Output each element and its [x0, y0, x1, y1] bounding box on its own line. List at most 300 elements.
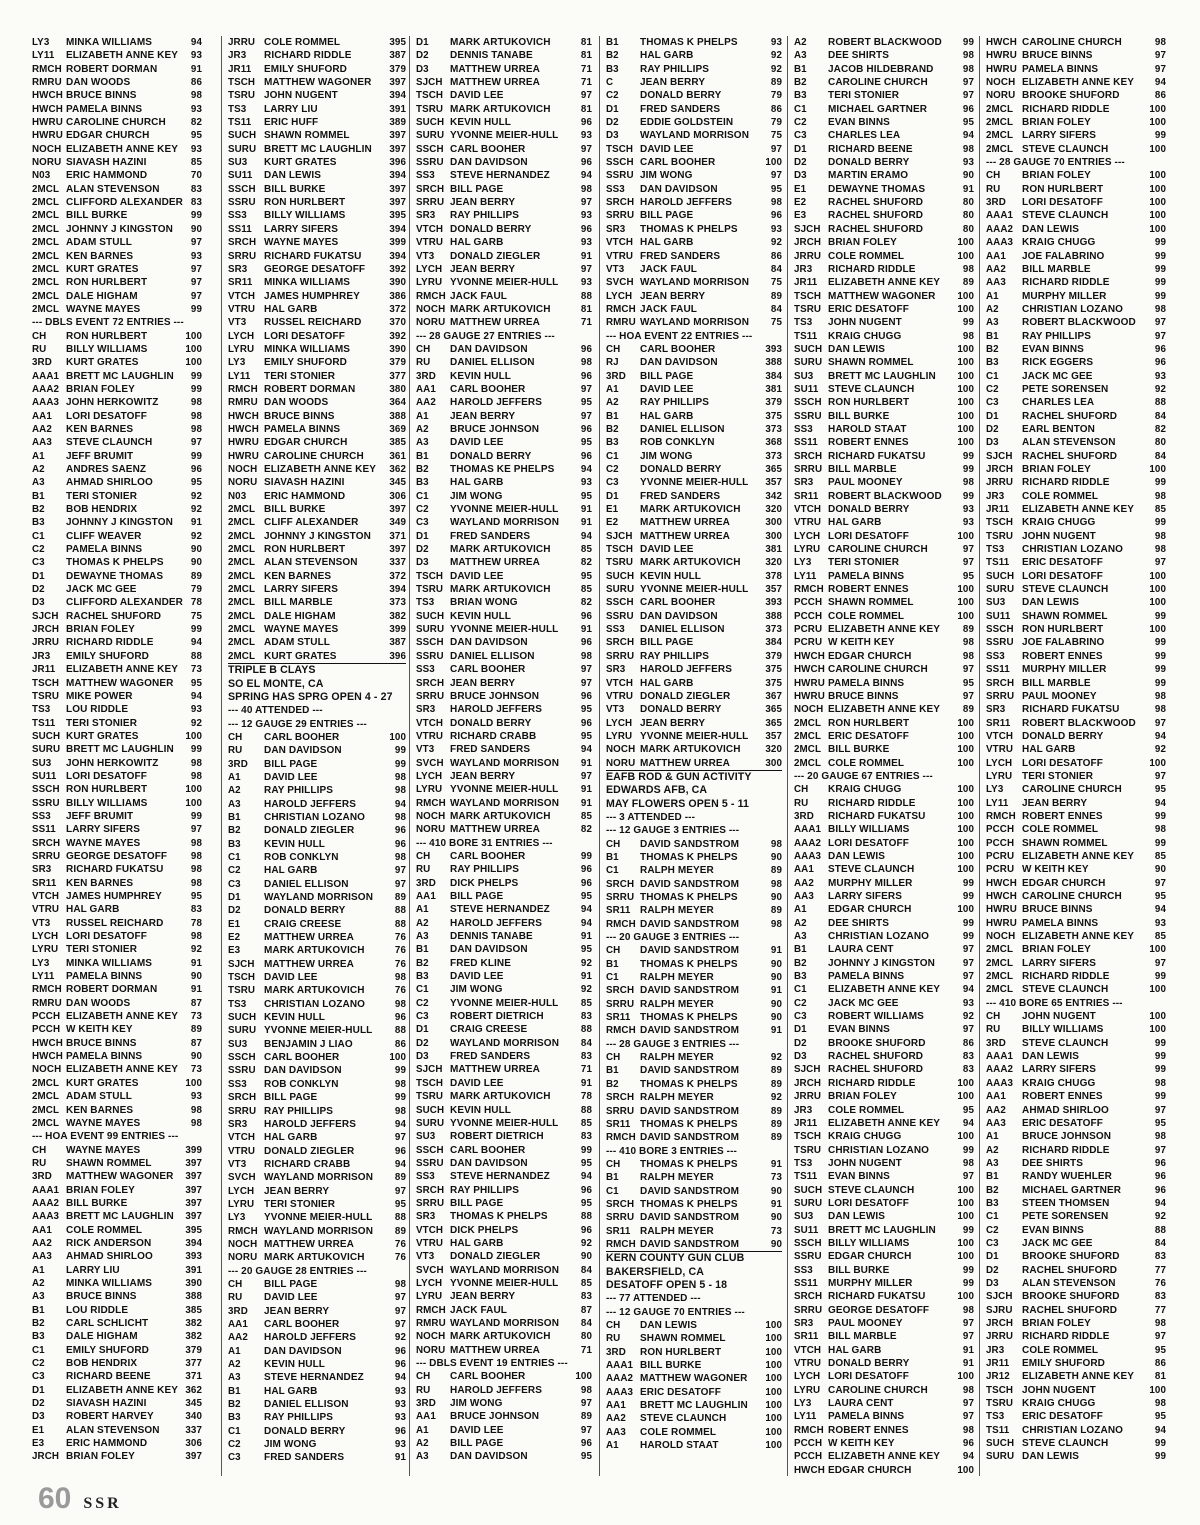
shooter-name: ERIC DESATOFF — [1022, 1411, 1103, 1423]
result-row — [794, 36, 974, 49]
score: 391 — [185, 1264, 202, 1276]
score: 98 — [962, 1424, 974, 1436]
score: 76 — [394, 945, 406, 957]
class-code: A1 — [32, 450, 45, 462]
shooter-name: MICHAEL GARTNER — [828, 103, 928, 115]
score: 93 — [1154, 370, 1166, 382]
class-code: SVCH — [416, 757, 444, 769]
result-row — [794, 290, 974, 303]
score: 98 — [190, 1117, 202, 1129]
score: 97 — [962, 690, 974, 702]
score: 95 — [190, 891, 202, 902]
shooter-name: MATTHEW URREA — [450, 1344, 540, 1356]
score: 92 — [770, 237, 782, 249]
class-code: SRCH — [416, 677, 445, 689]
result-row — [794, 89, 974, 102]
result-row — [228, 971, 406, 984]
score: 306 — [185, 1438, 202, 1450]
score: 84 — [580, 1318, 592, 1329]
shooter-name: EDGAR CHURCH — [828, 1251, 912, 1263]
result-row — [416, 343, 592, 356]
shooter-name: FRED SANDERS — [450, 1051, 531, 1063]
shooter-name: DONALD BERRY — [640, 704, 722, 716]
shooter-name: YVONNE MEIER-HULL — [450, 277, 559, 289]
result-row — [986, 943, 1166, 956]
shooter-name: BILL BURKE — [640, 1360, 702, 1372]
shooter-name: JACK FAUL — [640, 303, 698, 315]
result-row — [606, 717, 782, 730]
score: 99 — [962, 37, 974, 48]
score: 96 — [580, 690, 592, 702]
result-row — [228, 1438, 406, 1451]
result-row — [606, 1105, 782, 1118]
class-code: PCRU — [794, 624, 823, 636]
shooter-name: PAMELA BINNS — [828, 570, 905, 582]
score: 98 — [962, 330, 974, 342]
shooter-name: DAVID SANDSTROM — [640, 918, 740, 930]
class-code: C2 — [32, 544, 45, 556]
result-row — [606, 1064, 782, 1077]
shooter-name: BRUCE JOHNSON — [1022, 1131, 1112, 1143]
result-row — [794, 316, 974, 329]
shooter-name: DAVID SANDSTROM — [640, 1132, 740, 1144]
class-code: SURU — [416, 130, 445, 142]
class-code: SRCH — [606, 1198, 635, 1210]
class-code: TSCH — [794, 290, 822, 302]
result-row — [794, 1037, 974, 1050]
class-code: D3 — [986, 1277, 999, 1289]
score: 99 — [1154, 971, 1166, 983]
class-code: HWCH — [794, 1464, 825, 1476]
section-header-text: SO EL MONTE, CA — [228, 677, 324, 690]
class-code: B1 — [416, 450, 429, 462]
shooter-name: WAYNE MAYES — [66, 1144, 141, 1156]
shooter-name: ALAN STEVENSON — [1022, 1277, 1116, 1289]
shooter-name: W KEITH KEY — [66, 1024, 133, 1036]
score: 89 — [394, 892, 406, 903]
score: 99 — [1154, 1451, 1166, 1463]
score: 88 — [394, 918, 406, 930]
shooter-name: DONALD BERRY — [640, 90, 722, 102]
score: 99 — [580, 1144, 592, 1156]
class-code: A2 — [794, 917, 807, 929]
class-code: RMRU — [606, 317, 636, 329]
result-row — [794, 823, 974, 836]
shooter-name: HAROLD JEFFERS — [264, 798, 356, 810]
class-code: JR3 — [986, 1344, 1005, 1356]
score: 320 — [765, 744, 782, 756]
score: 100 — [957, 1131, 974, 1143]
shooter-name: KRAIG CHUGG — [828, 1131, 902, 1143]
result-row — [794, 209, 974, 222]
result-row — [986, 850, 1166, 863]
class-code: B1 — [32, 490, 45, 502]
shooter-name: RICHARD RIDDLE — [1022, 277, 1110, 289]
class-code: TS3 — [32, 704, 51, 716]
result-row — [794, 957, 974, 970]
result-row — [986, 436, 1166, 449]
score: 379 — [765, 650, 782, 662]
result-row — [228, 276, 406, 289]
shooter-name: JIM WONG — [640, 170, 693, 182]
class-code: RMRU — [32, 997, 62, 1009]
shooter-name: RON HURLBERT — [1022, 624, 1104, 636]
result-row — [986, 863, 1166, 876]
score: 94 — [580, 170, 592, 182]
score: 91 — [770, 985, 782, 997]
class-code: A1 — [794, 904, 807, 916]
shooter-name: BILL BURKE — [828, 1264, 890, 1276]
score: 97 — [962, 664, 974, 676]
result-row — [416, 703, 592, 716]
class-code: SR3 — [794, 1318, 814, 1329]
result-row — [794, 757, 974, 770]
class-code: VT3 — [606, 263, 625, 275]
shooter-name: BRIAN FOLEY — [1022, 1318, 1091, 1329]
shooter-name: JACK FAUL — [450, 290, 508, 302]
class-code: VT3 — [228, 317, 247, 329]
shooter-name: RON HURLBERT — [640, 1346, 722, 1358]
shooter-name: CARL BOOHER — [640, 343, 716, 355]
class-code: LY3 — [228, 1212, 246, 1224]
class-code: A3 — [986, 317, 999, 329]
class-code: VT3 — [606, 704, 625, 716]
score: 84 — [580, 1037, 592, 1049]
score: 100 — [1149, 143, 1166, 155]
score: 90 — [190, 557, 202, 569]
result-row — [794, 556, 974, 569]
class-code: D3 — [416, 63, 429, 75]
result-row — [794, 223, 974, 236]
shooter-name: DAVID LEE — [640, 544, 694, 556]
result-row — [32, 1250, 202, 1263]
shooter-name: PAUL MOONEY — [1022, 690, 1097, 702]
result-row — [228, 330, 406, 343]
score: 100 — [1149, 597, 1166, 609]
class-code: SUCH — [606, 570, 635, 582]
result-row — [606, 971, 782, 984]
class-code: TS3 — [416, 597, 435, 609]
shooter-name: BILL PAGE — [640, 637, 694, 649]
shooter-name: HAROLD JEFFERS — [450, 704, 542, 716]
result-row — [32, 1384, 202, 1397]
result-row — [606, 196, 782, 209]
class-code: SURU — [606, 584, 635, 596]
class-code: SJCH — [794, 223, 821, 235]
score: 100 — [1149, 1384, 1166, 1396]
result-row — [416, 196, 592, 209]
shooter-name: DONALD BERRY — [828, 1358, 910, 1370]
class-code: SRCH — [794, 1291, 823, 1303]
score: 88 — [394, 1212, 406, 1224]
shooter-name: MARK ARTUKOVICH — [264, 985, 365, 997]
shooter-name: DAN DAVIDSON — [450, 343, 528, 355]
score: 397 — [389, 504, 406, 516]
result-row — [32, 370, 202, 383]
result-row — [986, 556, 1166, 569]
shooter-name: PAMELA BINNS — [1022, 917, 1099, 929]
result-row — [416, 116, 592, 129]
result-row — [416, 717, 592, 730]
score: 320 — [765, 504, 782, 516]
result-row — [32, 383, 202, 396]
result-row — [794, 903, 974, 916]
class-code: AAA1 — [606, 1360, 634, 1372]
result-row — [228, 356, 406, 369]
class-code: VTRU — [416, 730, 444, 742]
result-row — [228, 1305, 406, 1318]
shooter-name: YVONNE MEIER-HULL — [450, 1277, 559, 1289]
result-row — [794, 743, 974, 756]
shooter-name: DAN LEWIS — [828, 343, 886, 355]
score: 342 — [765, 490, 782, 502]
result-row — [228, 824, 406, 837]
section-header-text: --- 77 ATTENDED --- — [606, 1293, 701, 1305]
shooter-name: JOHNNY J KINGSTON — [66, 223, 173, 235]
class-code: D1 — [986, 410, 999, 422]
class-code: D2 — [228, 905, 241, 917]
class-code: TSRU — [32, 690, 60, 702]
shooter-name: DEWAYNE THOMAS — [66, 570, 164, 582]
result-row — [32, 1210, 202, 1223]
score: 99 — [1154, 130, 1166, 142]
result-row — [986, 316, 1166, 329]
shooter-name: DANIEL ELLISON — [640, 624, 725, 636]
section-header-text: TRIPLE B CLAYS — [228, 664, 316, 677]
shooter-name: LOU RIDDLE — [66, 704, 129, 716]
class-code: SRRU — [228, 1105, 257, 1117]
class-code: C2 — [606, 464, 619, 475]
result-row — [606, 1412, 782, 1425]
shooter-name: EMILY SHUFORD — [66, 1344, 149, 1356]
shooter-name: RAY PHILLIPS — [264, 785, 333, 797]
score: 100 — [957, 1291, 974, 1303]
result-row — [416, 1090, 592, 1103]
shooter-name: KEVIN HULL — [450, 1104, 511, 1116]
score: 370 — [389, 317, 406, 329]
shooter-name: MINKA WILLIAMS — [66, 957, 153, 969]
shooter-name: RACHEL SHUFORD — [828, 1051, 924, 1063]
score: 75 — [770, 317, 782, 329]
section-header — [32, 1130, 202, 1143]
result-row — [794, 476, 974, 489]
class-code: VT3 — [416, 744, 435, 756]
shooter-name: DAVID LEE — [264, 771, 318, 783]
result-row — [986, 917, 1166, 930]
shooter-name: BILL PAGE — [264, 1092, 318, 1104]
shooter-name: WAYLAND MORRISON — [640, 317, 750, 329]
result-row — [32, 837, 202, 850]
class-code: SRRU — [416, 197, 445, 209]
score: 96 — [580, 157, 592, 169]
result-row — [228, 838, 406, 851]
class-code: D1 — [228, 892, 241, 903]
class-code: 2MCL — [228, 570, 256, 582]
class-code: VTCH — [228, 1132, 256, 1144]
class-code: SRCH — [606, 1092, 635, 1104]
class-code: C1 — [416, 490, 429, 502]
shooter-name: HAL GARB — [450, 1237, 504, 1249]
shooter-name: BROOKE SHUFORD — [828, 1037, 926, 1049]
result-row — [416, 1104, 592, 1117]
class-code: B3 — [794, 90, 807, 102]
class-code: 2MCL — [32, 1117, 60, 1129]
score: 93 — [190, 103, 202, 115]
score: 97 — [394, 865, 406, 877]
shooter-name: RALPH MEYER — [640, 905, 714, 917]
score: 88 — [580, 1104, 592, 1116]
result-row — [228, 1185, 406, 1198]
result-row — [606, 543, 782, 556]
score: 93 — [770, 37, 782, 48]
shooter-name: CHRISTIAN LOZANO — [828, 1144, 930, 1156]
result-row — [416, 810, 592, 823]
shooter-name: ALAN STEVENSON — [66, 183, 160, 195]
result-row — [606, 250, 782, 263]
result-row — [32, 89, 202, 102]
class-code: C2 — [32, 1358, 45, 1370]
shooter-name: STEEN THOMSEN — [1022, 1197, 1110, 1209]
section-header-text: --- DBLS EVENT 72 ENTRIES --- — [32, 317, 184, 329]
shooter-name: COLE ROMMEL — [828, 757, 905, 769]
score: 85 — [580, 544, 592, 556]
result-row — [606, 396, 782, 409]
class-code: C1 — [416, 984, 429, 996]
result-row — [606, 383, 782, 396]
score: 100 — [957, 717, 974, 729]
shooter-name: JOHN NUGENT — [1022, 1011, 1096, 1023]
class-code: VT3 — [228, 1158, 247, 1170]
score: 94 — [394, 1372, 406, 1384]
shooter-name: KRAIG CHUGG — [1022, 1077, 1096, 1089]
result-row — [32, 436, 202, 449]
result-row — [986, 503, 1166, 516]
class-code: LYRU — [228, 343, 255, 355]
shooter-name: ELIZABETH ANNE KEY — [1022, 77, 1134, 89]
shooter-name: THOMAS K PHELPS — [640, 958, 738, 970]
score: 100 — [957, 597, 974, 609]
shooter-name: BROOKE SHUFORD — [1022, 1291, 1120, 1303]
class-code: SRCH — [606, 197, 635, 209]
shooter-name: DAN LEWIS — [1022, 1051, 1080, 1063]
score: 91 — [580, 504, 592, 516]
class-code: 2MCL — [228, 597, 256, 609]
result-row — [32, 957, 202, 970]
result-row — [32, 476, 202, 489]
class-code: B3 — [416, 971, 429, 983]
shooter-name: BRETT MC LAUGHLIN — [828, 1224, 936, 1236]
shooter-name: MARK ARTUKOVICH — [640, 557, 741, 569]
score: 100 — [957, 237, 974, 249]
result-row — [986, 1037, 1166, 1050]
score: 98 — [394, 1105, 406, 1117]
result-row — [416, 1304, 592, 1317]
score: 95 — [394, 1198, 406, 1210]
class-code: B3 — [228, 1412, 241, 1424]
shooter-name: DAN DAVIDSON — [450, 1157, 528, 1169]
shooter-name: BRUCE BINNS — [1022, 904, 1093, 916]
shooter-name: RAY PHILLIPS — [450, 864, 519, 876]
shooter-name: CAROLINE CHURCH — [828, 544, 928, 556]
class-code: SSRU — [416, 1157, 444, 1169]
score: 100 — [765, 1426, 782, 1438]
shooter-name: JEAN BERRY — [640, 77, 706, 89]
score: 99 — [190, 744, 202, 756]
score: 79 — [770, 90, 782, 102]
class-code: LYCH — [228, 1185, 255, 1197]
shooter-name: AHMAD SHIRLOO — [66, 477, 153, 489]
shooter-name: WAYNE MAYES — [66, 837, 141, 849]
score: 387 — [389, 637, 406, 649]
shooter-name: ROBERT DIETRICH — [450, 1131, 544, 1143]
class-code: 2MCL — [228, 557, 256, 569]
result-row — [32, 1357, 202, 1370]
class-code: B3 — [986, 357, 999, 369]
result-row — [32, 890, 202, 903]
score: 99 — [1154, 1064, 1166, 1076]
class-code: E1 — [606, 504, 619, 516]
class-code: NOCH — [32, 1064, 62, 1076]
shooter-name: YVONNE MEIER-HULL — [640, 730, 749, 742]
class-code: VTCH — [794, 504, 822, 516]
score: 86 — [1154, 90, 1166, 102]
result-row — [416, 436, 592, 449]
class-code: SRRU — [986, 690, 1015, 702]
result-row — [606, 944, 782, 957]
result-row — [416, 1330, 592, 1343]
score: 71 — [580, 1344, 592, 1356]
result-row — [794, 1077, 974, 1090]
score: 371 — [185, 1371, 202, 1383]
class-code: RMCH — [794, 584, 824, 596]
score: 98 — [580, 1384, 592, 1396]
score: 100 — [957, 784, 974, 796]
class-code: RMCH — [32, 984, 62, 996]
score: 97 — [580, 664, 592, 676]
score: 97 — [394, 1305, 406, 1317]
class-code: SURU — [228, 1025, 257, 1037]
result-row — [32, 703, 202, 716]
class-code: HWCH — [794, 664, 825, 676]
class-code: RMRU — [228, 397, 258, 409]
score: 98 — [1154, 490, 1166, 502]
result-row — [606, 530, 782, 543]
shooter-name: WAYLAND MORRISON — [450, 517, 560, 529]
shooter-name: MINKA WILLIAMS — [66, 1277, 153, 1289]
class-code: 2MCL — [32, 183, 60, 195]
score: 98 — [962, 1304, 974, 1316]
score: 379 — [389, 357, 406, 369]
score: 91 — [580, 757, 592, 769]
class-code: RMCH — [416, 797, 446, 809]
shooter-name: JOHNNY J KINGSTON — [66, 517, 173, 529]
result-row — [986, 903, 1166, 916]
shooter-name: DAVID SANDSTROM — [640, 878, 740, 890]
score: 93 — [962, 997, 974, 1009]
class-code: E2 — [606, 517, 619, 529]
result-row — [416, 890, 592, 903]
score: 97 — [580, 770, 592, 782]
class-code: B3 — [32, 1331, 45, 1343]
shooter-name: ROBERT WILLIAMS — [828, 1011, 924, 1023]
shooter-name: ROBERT BLACKWOOD — [1022, 317, 1136, 329]
score: 97 — [962, 1331, 974, 1343]
result-row — [416, 103, 592, 116]
score: 91 — [962, 1358, 974, 1370]
shooter-name: YVONNE MEIER-HULL — [450, 997, 559, 1009]
class-code: CH — [228, 731, 243, 743]
score: 98 — [1154, 1077, 1166, 1089]
